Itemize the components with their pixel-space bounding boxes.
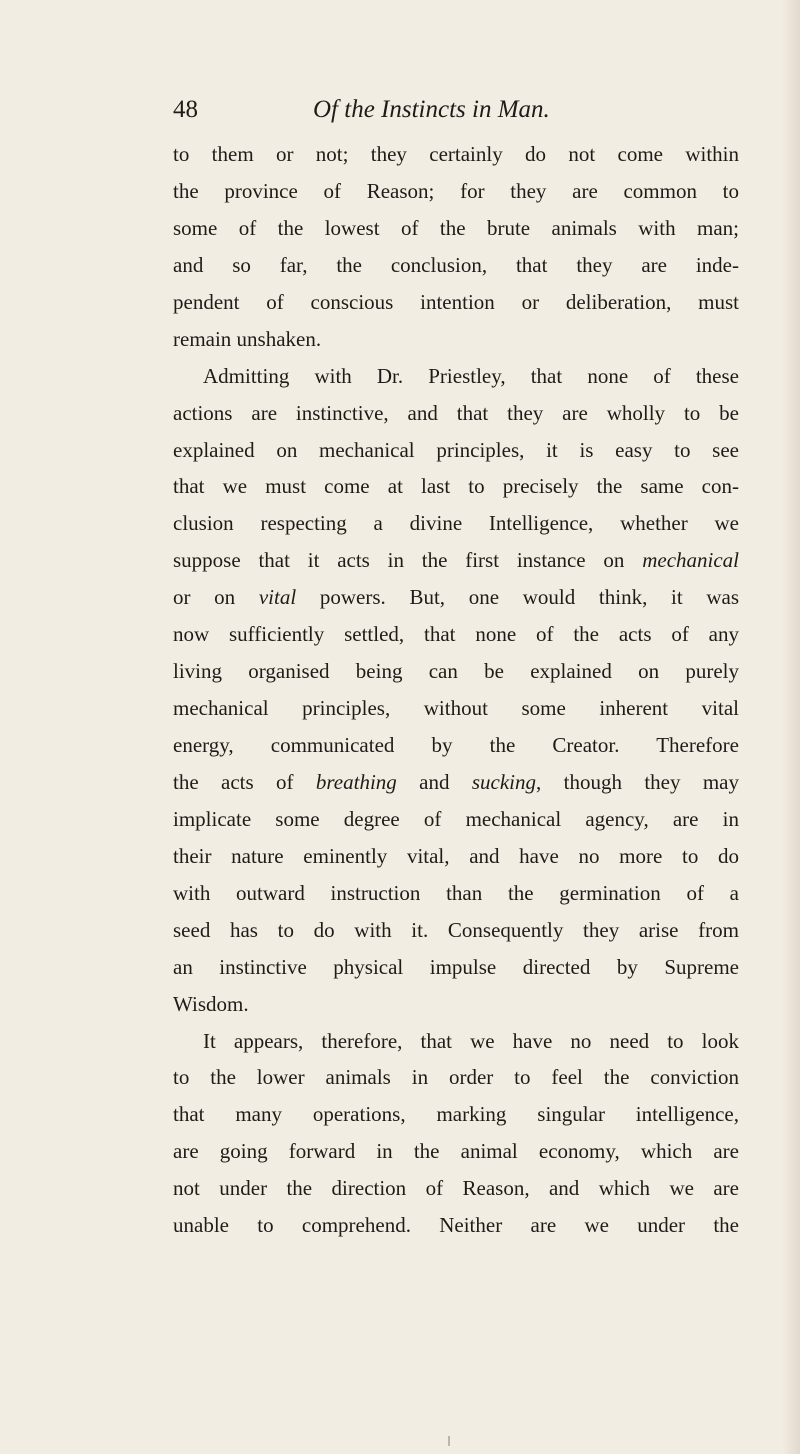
text-line: an instinctive physical impulse directed by Supreme xyxy=(173,954,739,979)
italic-word: mechanical xyxy=(642,548,739,573)
text-line: that we must come at last to precisely the same con- xyxy=(173,474,739,499)
text-line: energy, communicated by the Creator. Therefore xyxy=(173,733,739,757)
italic-word: breathing xyxy=(315,769,397,794)
page-speck xyxy=(448,1436,450,1446)
text-line xyxy=(173,764,739,801)
text-line: now sufficiently settled, that none of the acts of any xyxy=(173,622,739,647)
italic-word: vital xyxy=(258,585,297,610)
text-line: Admitting with Dr. Priestley, that none of these xyxy=(203,363,739,388)
page-header xyxy=(173,92,733,128)
line-segment: , though they may xyxy=(536,769,740,794)
text-line: that many operations, marking singular intelligence, xyxy=(173,1102,739,1127)
text-line: remain unshaken. xyxy=(173,326,322,351)
text-line: implicate some degree of mechanical agency, are in xyxy=(173,806,739,831)
line-segment: powers. But, one would think, it was xyxy=(296,585,739,610)
line-segment: suppose that it acts in the first instance on xyxy=(173,548,643,573)
text-line: It appears, therefore, that we have no need to look xyxy=(203,1028,739,1053)
text-line: to the lower animals in order to feel the conviction xyxy=(173,1065,739,1090)
text-line: living organised being can be explained on purely xyxy=(173,659,739,684)
text-line xyxy=(173,579,739,616)
text-line: mechanical principles, without some inherent vital xyxy=(173,696,739,721)
text-line: seed has to do with it. Consequently they arise from xyxy=(173,917,739,942)
running-title: Of the Instincts in Man. xyxy=(313,96,550,123)
line-segment: or on xyxy=(173,585,259,610)
text-line xyxy=(173,542,739,579)
text-line: to them or not; they certainly do not come within xyxy=(173,142,739,166)
text-line: clusion respecting a divine Intelligence, whether we xyxy=(173,511,739,536)
text-line: pendent of conscious intention or deliberation, must xyxy=(173,289,739,314)
text-line: some of the lowest of the brute animals with man; xyxy=(173,215,739,240)
text-line: actions are instinctive, and that they are wholly to be xyxy=(173,400,739,425)
body-text xyxy=(173,136,739,1244)
italic-word: sucking xyxy=(471,769,537,794)
page-number: 48 xyxy=(173,96,198,123)
text-line: with outward instruction than the germination of a xyxy=(173,880,739,905)
text-line: Wisdom. xyxy=(173,991,249,1016)
line-segment: the acts of xyxy=(173,769,316,794)
text-line: explained on mechanical principles, it is easy to see xyxy=(173,437,739,462)
text-line: their nature eminently vital, and have no more to do xyxy=(173,843,739,868)
text-line: unable to comprehend. Neither are we under the xyxy=(173,1213,739,1238)
text-line: and so far, the conclusion, that they are inde- xyxy=(173,252,739,277)
text-line: the province of Reason; for they are common to xyxy=(173,178,739,203)
line-segment: and xyxy=(396,769,472,794)
text-line: not under the direction of Reason, and which we are xyxy=(173,1176,739,1201)
page-edge-shadow xyxy=(782,0,800,1454)
text-line: are going forward in the animal economy, which are xyxy=(173,1139,739,1164)
